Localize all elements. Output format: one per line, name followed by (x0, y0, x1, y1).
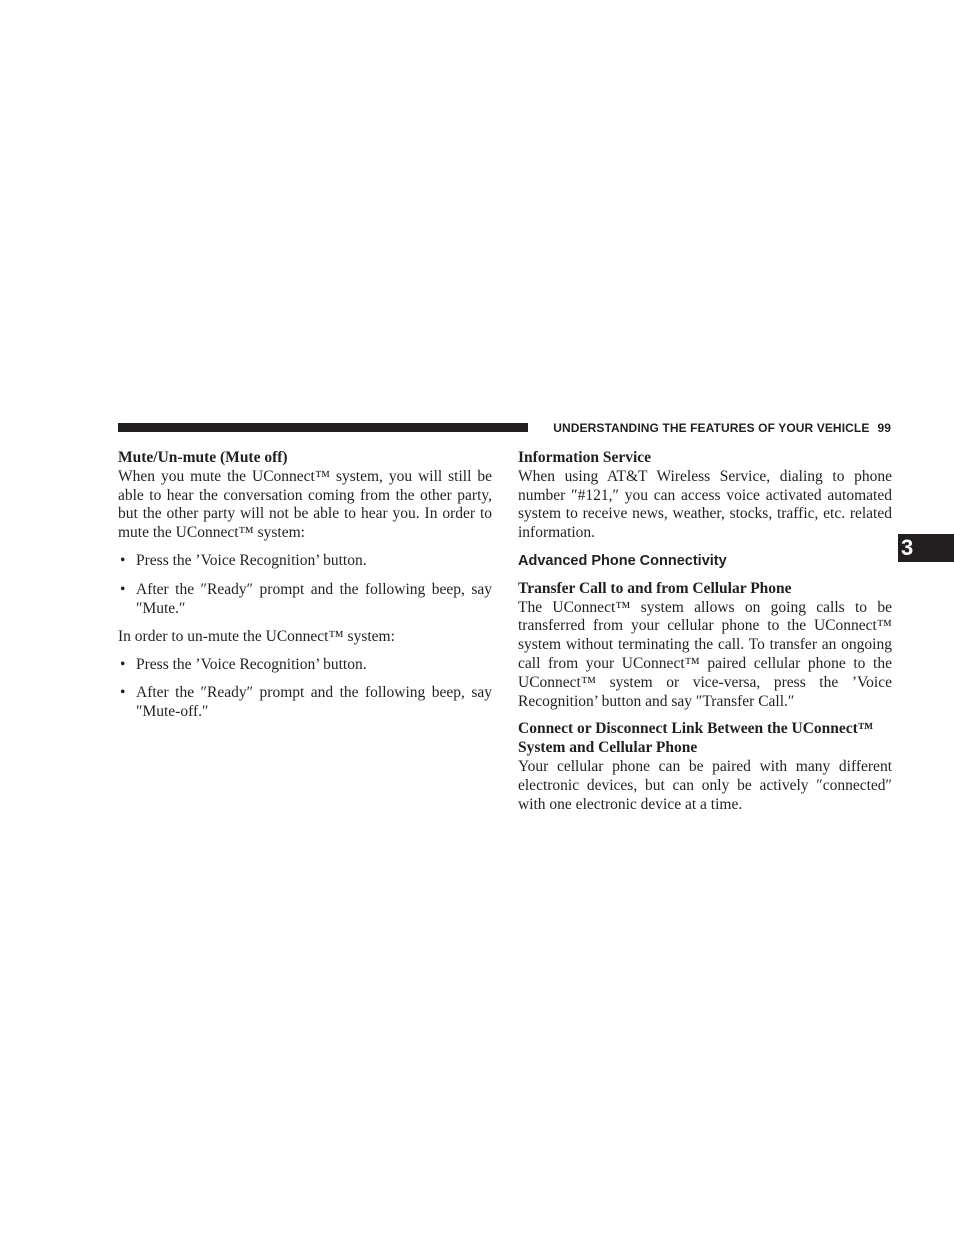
info-heading: Information Service (518, 449, 652, 466)
chapter-tab: 3 (898, 534, 954, 562)
mute-steps (118, 552, 492, 618)
header-rule (118, 423, 528, 432)
connect-heading: Connect or Disconnect Link Between the UConnect™ System and Cellular Phone (518, 720, 874, 757)
mute-heading: Mute/Un-mute (Mute off) (118, 449, 288, 466)
transfer-heading: Transfer Call to and from Cellular Phone (518, 579, 792, 597)
left-column (118, 449, 492, 722)
list-item: • Press the ’Voice Recognition’ button. (118, 552, 492, 571)
connect-paragraph: Your cellular phone can be paired with many different electronic devices, but can only be actively ″connected″ with one electronic device at a time. (518, 757, 892, 813)
unmute-paragraph: In order to un-mute the UConnect™ system: (118, 627, 395, 645)
unmute-steps (118, 656, 492, 722)
running-head (538, 421, 891, 435)
list-item: • Press the ’Voice Recognition’ button. (118, 656, 492, 675)
info-paragraph: When using AT&T Wireless Service, dialing to phone number ″#121,″ you can access voice activated automated system to receive news, weather, stocks, traffic, etc. related information. (518, 467, 892, 542)
running-title: UNDERSTANDING THE FEATURES OF YOUR VEHICLE (553, 421, 870, 435)
section-heading: Advanced Phone Connectivity (518, 552, 727, 569)
list-item: • After the ″Ready″ prompt and the following beep, say ″Mute.″ (118, 581, 492, 619)
page-number: 99 (877, 421, 891, 435)
right-column (518, 449, 892, 814)
mute-paragraph: When you mute the UConnect™ system, you will still be able to hear the conversation coming from the other party, but the other party will not be able to hear you. In order to mute the UConnect™ system: (118, 467, 492, 542)
list-item: • After the ″Ready″ prompt and the following beep, say ″Mute-off.″ (118, 684, 492, 722)
transfer-paragraph: The UConnect™ system allows on going calls to be transferred from your cellular phone to the UConnect™ system without terminating the call. To transfer an ongoing call from your UConnect™ paired cellular phone to the UConnect™ system or vice-versa, press the ’Voice Recognition’ button and say ″Transfer Call.″ (518, 598, 892, 710)
